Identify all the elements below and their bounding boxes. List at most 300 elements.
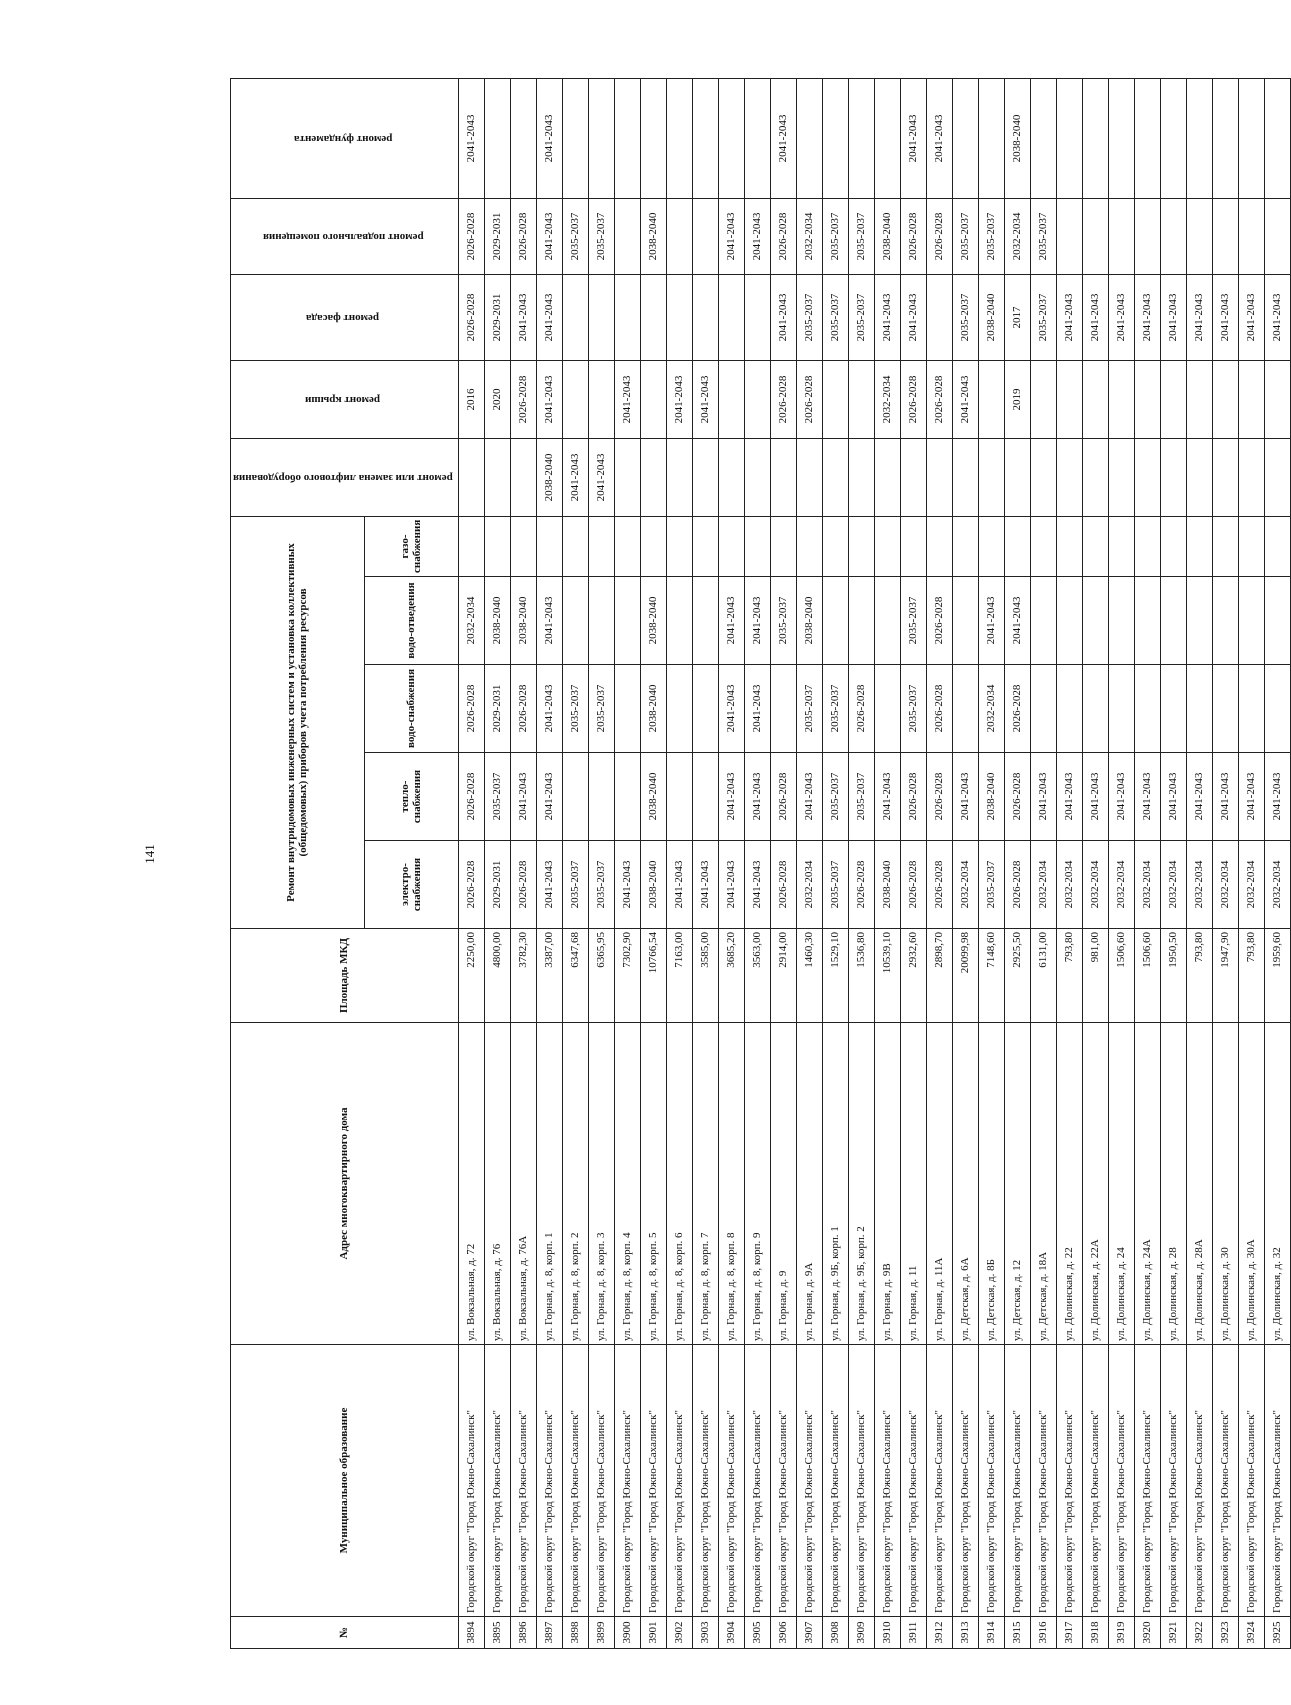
elevator-cell <box>718 438 744 516</box>
address-cell: ул. Горная, д. 8, корп. 5 <box>640 1023 666 1345</box>
water-disposal-cell <box>1134 577 1160 665</box>
table-row <box>900 78 926 1648</box>
header-heat: тепло-снабжения <box>364 753 458 841</box>
water-disposal-cell <box>1238 577 1264 665</box>
address-cell: ул. Горная, д. 9Б, корп. 2 <box>848 1023 874 1345</box>
municipality-cell: Городской округ "Город Южно-Сахалинск" <box>848 1345 874 1617</box>
electric-cell: 2026-2028 <box>848 841 874 929</box>
water-supply-cell: 2041-2043 <box>536 665 562 753</box>
water-disposal-cell: 2035-2037 <box>770 577 796 665</box>
area-cell: 1950,50 <box>1160 929 1186 1023</box>
table-row <box>1108 78 1134 1648</box>
elevator-cell <box>822 438 848 516</box>
area-cell: 1529,10 <box>822 929 848 1023</box>
address-cell: ул. Горная, д. 9А <box>796 1023 822 1345</box>
foundation-cell <box>1082 78 1108 198</box>
table-row <box>1056 78 1082 1648</box>
basement-cell: 2032-2034 <box>1004 198 1030 274</box>
elevator-cell <box>770 438 796 516</box>
electric-cell: 2035-2037 <box>562 841 588 929</box>
area-cell: 1506,60 <box>1108 929 1134 1023</box>
table-row <box>718 78 744 1648</box>
row-number: 3917 <box>1056 1617 1082 1649</box>
row-number: 3904 <box>718 1617 744 1649</box>
electric-cell: 2026-2028 <box>510 841 536 929</box>
basement-cell <box>1264 198 1290 274</box>
row-number: 3920 <box>1134 1617 1160 1649</box>
elevator-cell <box>874 438 900 516</box>
heat-cell: 2026-2028 <box>926 753 952 841</box>
area-cell: 10766,54 <box>640 929 666 1023</box>
water-disposal-cell: 2026-2028 <box>926 577 952 665</box>
electric-cell: 2032-2034 <box>1108 841 1134 929</box>
electric-cell: 2041-2043 <box>666 841 692 929</box>
elevator-cell <box>848 438 874 516</box>
water-supply-cell <box>614 665 640 753</box>
water-supply-cell <box>692 665 718 753</box>
electric-cell: 2026-2028 <box>770 841 796 929</box>
elevator-cell <box>666 438 692 516</box>
roof-cell <box>718 360 744 438</box>
electric-cell: 2029-2031 <box>484 841 510 929</box>
roof-cell: 2019 <box>1004 360 1030 438</box>
facade-cell <box>588 274 614 360</box>
row-number: 3925 <box>1264 1617 1290 1649</box>
table-row <box>1238 78 1264 1648</box>
water-supply-cell <box>1160 665 1186 753</box>
row-number: 3896 <box>510 1617 536 1649</box>
area-cell: 20099,98 <box>952 929 978 1023</box>
elevator-cell <box>1108 438 1134 516</box>
elevator-cell <box>510 438 536 516</box>
facade-cell: 2035-2037 <box>848 274 874 360</box>
electric-cell: 2041-2043 <box>744 841 770 929</box>
foundation-cell: 2041-2043 <box>458 78 484 198</box>
gas-cell <box>796 516 822 576</box>
municipality-cell: Городской округ "Город Южно-Сахалинск" <box>1082 1345 1108 1617</box>
heat-cell: 2038-2040 <box>978 753 1004 841</box>
area-cell: 3685,20 <box>718 929 744 1023</box>
foundation-cell <box>666 78 692 198</box>
municipality-cell: Городской округ "Город Южно-Сахалинск" <box>510 1345 536 1617</box>
area-cell: 3782,30 <box>510 929 536 1023</box>
municipality-cell: Городской округ "Город Южно-Сахалинск" <box>458 1345 484 1617</box>
roof-cell <box>1186 360 1212 438</box>
elevator-cell: 2038-2040 <box>536 438 562 516</box>
table-row <box>1160 78 1186 1648</box>
basement-cell: 2026-2028 <box>510 198 536 274</box>
basement-cell <box>1238 198 1264 274</box>
elevator-cell <box>926 438 952 516</box>
roof-cell <box>1108 360 1134 438</box>
facade-cell: 2041-2043 <box>1238 274 1264 360</box>
water-disposal-cell <box>692 577 718 665</box>
address-cell: ул. Долинская, д. 30 <box>1212 1023 1238 1345</box>
municipality-cell: Городской округ "Город Южно-Сахалинск" <box>1030 1345 1056 1617</box>
gas-cell <box>1186 516 1212 576</box>
municipality-cell: Городской округ "Город Южно-Сахалинск" <box>770 1345 796 1617</box>
header-roof-text: ремонт крыши <box>305 394 381 407</box>
water-disposal-cell <box>666 577 692 665</box>
municipality-cell: Городской округ "Город Южно-Сахалинск" <box>562 1345 588 1617</box>
municipality-cell: Городской округ "Город Южно-Сахалинск" <box>718 1345 744 1617</box>
foundation-cell <box>1056 78 1082 198</box>
foundation-cell <box>1030 78 1056 198</box>
address-cell: ул. Горная, д. 8, корп. 2 <box>562 1023 588 1345</box>
water-disposal-cell: 2041-2043 <box>978 577 1004 665</box>
electric-cell: 2032-2034 <box>1134 841 1160 929</box>
address-cell: ул. Горная, д. 8, корп. 8 <box>718 1023 744 1345</box>
facade-cell <box>614 274 640 360</box>
water-disposal-cell: 2038-2040 <box>640 577 666 665</box>
row-number: 3906 <box>770 1617 796 1649</box>
heat-cell <box>562 753 588 841</box>
foundation-cell <box>1134 78 1160 198</box>
area-cell: 7148,60 <box>978 929 1004 1023</box>
roof-cell: 2041-2043 <box>666 360 692 438</box>
foundation-cell: 2041-2043 <box>770 78 796 198</box>
electric-cell: 2032-2034 <box>1186 841 1212 929</box>
roof-cell <box>1264 360 1290 438</box>
table-row <box>1082 78 1108 1648</box>
foundation-cell: 2041-2043 <box>926 78 952 198</box>
municipality-cell: Городской округ "Город Южно-Сахалинск" <box>666 1345 692 1617</box>
foundation-cell <box>1160 78 1186 198</box>
water-supply-cell <box>1108 665 1134 753</box>
water-supply-cell: 2041-2043 <box>718 665 744 753</box>
table-row <box>536 78 562 1648</box>
water-disposal-cell <box>588 577 614 665</box>
roof-cell <box>562 360 588 438</box>
elevator-cell <box>1082 438 1108 516</box>
address-cell: ул. Вокзальная, д. 76 <box>484 1023 510 1345</box>
heat-cell: 2041-2043 <box>1186 753 1212 841</box>
basement-cell: 2035-2037 <box>952 198 978 274</box>
electric-cell: 2026-2028 <box>900 841 926 929</box>
gas-cell <box>952 516 978 576</box>
electric-cell: 2032-2034 <box>1030 841 1056 929</box>
table-row <box>822 78 848 1648</box>
heat-cell: 2041-2043 <box>1108 753 1134 841</box>
water-disposal-cell <box>952 577 978 665</box>
roof-cell: 2026-2028 <box>926 360 952 438</box>
header-basement <box>231 198 459 274</box>
municipality-cell: Городской округ "Город Южно-Сахалинск" <box>978 1345 1004 1617</box>
municipality-cell: Городской округ "Город Южно-Сахалинск" <box>1134 1345 1160 1617</box>
header-foundation-text: ремонт фундамента <box>293 133 393 146</box>
water-supply-cell <box>874 665 900 753</box>
basement-cell: 2026-2028 <box>458 198 484 274</box>
area-cell: 981,00 <box>1082 929 1108 1023</box>
row-number: 3913 <box>952 1617 978 1649</box>
table-row <box>952 78 978 1648</box>
gas-cell <box>562 516 588 576</box>
electric-cell: 2038-2040 <box>874 841 900 929</box>
basement-cell: 2026-2028 <box>900 198 926 274</box>
basement-cell: 2026-2028 <box>926 198 952 274</box>
gas-cell <box>770 516 796 576</box>
row-number: 3909 <box>848 1617 874 1649</box>
facade-cell: 2041-2043 <box>510 274 536 360</box>
heat-cell: 2041-2043 <box>1134 753 1160 841</box>
roof-cell <box>1238 360 1264 438</box>
row-number: 3918 <box>1082 1617 1108 1649</box>
table-row <box>1004 78 1030 1648</box>
elevator-cell: 2041-2043 <box>562 438 588 516</box>
address-cell: ул. Горная, д. 11А <box>926 1023 952 1345</box>
water-supply-cell <box>1082 665 1108 753</box>
facade-cell <box>640 274 666 360</box>
electric-cell: 2032-2034 <box>1160 841 1186 929</box>
roof-cell <box>978 360 1004 438</box>
table-row <box>978 78 1004 1648</box>
water-supply-cell <box>1186 665 1212 753</box>
roof-cell <box>1082 360 1108 438</box>
facade-cell: 2035-2037 <box>796 274 822 360</box>
electric-cell: 2041-2043 <box>692 841 718 929</box>
electric-cell: 2038-2040 <box>640 841 666 929</box>
municipality-cell: Городской округ "Город Южно-Сахалинск" <box>1056 1345 1082 1617</box>
heat-cell: 2041-2043 <box>1264 753 1290 841</box>
area-cell: 6365,95 <box>588 929 614 1023</box>
area-cell: 7163,00 <box>666 929 692 1023</box>
gas-cell <box>1004 516 1030 576</box>
water-disposal-cell: 2038-2040 <box>796 577 822 665</box>
area-cell: 1947,90 <box>1212 929 1238 1023</box>
elevator-cell <box>744 438 770 516</box>
table-row <box>926 78 952 1648</box>
municipality-cell: Городской округ "Город Южно-Сахалинск" <box>484 1345 510 1617</box>
municipality-cell: Городской округ "Город Южно-Сахалинск" <box>1004 1345 1030 1617</box>
header-municipality: Муниципальное образование <box>231 1345 459 1617</box>
facade-cell <box>562 274 588 360</box>
address-cell: ул. Детская, д. 18А <box>1030 1023 1056 1345</box>
elevator-cell <box>978 438 1004 516</box>
basement-cell <box>666 198 692 274</box>
gas-cell <box>926 516 952 576</box>
address-cell: ул. Горная, д. 8, корп. 3 <box>588 1023 614 1345</box>
roof-cell: 2041-2043 <box>952 360 978 438</box>
gas-cell <box>640 516 666 576</box>
facade-cell <box>718 274 744 360</box>
foundation-cell <box>1186 78 1212 198</box>
heat-cell: 2041-2043 <box>1030 753 1056 841</box>
foundation-cell <box>614 78 640 198</box>
area-cell: 2898,70 <box>926 929 952 1023</box>
heat-cell: 2041-2043 <box>1082 753 1108 841</box>
basement-cell: 2038-2040 <box>640 198 666 274</box>
elevator-cell <box>484 438 510 516</box>
gas-cell <box>692 516 718 576</box>
address-cell: ул. Горная, д. 11 <box>900 1023 926 1345</box>
water-disposal-cell <box>1082 577 1108 665</box>
row-number: 3902 <box>666 1617 692 1649</box>
facade-cell <box>744 274 770 360</box>
roof-cell: 2041-2043 <box>614 360 640 438</box>
gas-cell <box>1212 516 1238 576</box>
address-cell: ул. Долинская, д. 30А <box>1238 1023 1264 1345</box>
row-number: 3894 <box>458 1617 484 1649</box>
area-cell: 793,80 <box>1238 929 1264 1023</box>
foundation-cell <box>640 78 666 198</box>
roof-cell: 2026-2028 <box>900 360 926 438</box>
electric-cell: 2032-2034 <box>1238 841 1264 929</box>
rotated-table-container <box>230 81 1283 1649</box>
foundation-cell <box>1238 78 1264 198</box>
address-cell: ул. Горная, д. 8, корп. 9 <box>744 1023 770 1345</box>
heat-cell: 2026-2028 <box>458 753 484 841</box>
basement-cell <box>1082 198 1108 274</box>
area-cell: 1959,60 <box>1264 929 1290 1023</box>
header-water-disposal: водо-отведения <box>364 577 458 665</box>
row-number: 3916 <box>1030 1617 1056 1649</box>
electric-cell: 2032-2034 <box>1264 841 1290 929</box>
facade-cell <box>926 274 952 360</box>
foundation-cell <box>796 78 822 198</box>
water-disposal-cell: 2032-2034 <box>458 577 484 665</box>
electric-cell: 2026-2028 <box>1004 841 1030 929</box>
electric-cell: 2041-2043 <box>614 841 640 929</box>
water-disposal-cell: 2041-2043 <box>744 577 770 665</box>
foundation-cell <box>874 78 900 198</box>
table-row <box>640 78 666 1648</box>
water-supply-cell: 2026-2028 <box>458 665 484 753</box>
facade-cell: 2041-2043 <box>770 274 796 360</box>
gas-cell <box>874 516 900 576</box>
foundation-cell <box>692 78 718 198</box>
facade-cell: 2038-2040 <box>978 274 1004 360</box>
header-facade-text: ремонт фасада <box>306 312 380 325</box>
address-cell: ул. Долинская, д. 24 <box>1108 1023 1134 1345</box>
basement-cell <box>1056 198 1082 274</box>
gas-cell <box>978 516 1004 576</box>
area-cell: 7302,90 <box>614 929 640 1023</box>
table-row <box>796 78 822 1648</box>
foundation-cell: 2041-2043 <box>536 78 562 198</box>
basement-cell: 2035-2037 <box>1030 198 1056 274</box>
foundation-cell <box>952 78 978 198</box>
water-supply-cell: 2026-2028 <box>510 665 536 753</box>
water-disposal-cell: 2038-2040 <box>510 577 536 665</box>
table-row <box>458 78 484 1648</box>
municipality-cell: Городской округ "Город Южно-Сахалинск" <box>900 1345 926 1617</box>
water-supply-cell: 2035-2037 <box>900 665 926 753</box>
water-supply-cell <box>952 665 978 753</box>
gas-cell <box>510 516 536 576</box>
basement-cell: 2041-2043 <box>718 198 744 274</box>
gas-cell <box>484 516 510 576</box>
foundation-cell: 2041-2043 <box>900 78 926 198</box>
heat-cell: 2041-2043 <box>510 753 536 841</box>
water-supply-cell: 2035-2037 <box>588 665 614 753</box>
table-row <box>562 78 588 1648</box>
gas-cell <box>1134 516 1160 576</box>
area-cell: 3563,00 <box>744 929 770 1023</box>
address-cell: ул. Вокзальная, д. 72 <box>458 1023 484 1345</box>
row-number: 3898 <box>562 1617 588 1649</box>
gas-cell <box>848 516 874 576</box>
area-cell: 3585,00 <box>692 929 718 1023</box>
header-roof <box>231 360 459 438</box>
table-row <box>666 78 692 1648</box>
roof-cell <box>1030 360 1056 438</box>
header-basement-text: ремонт подвального помещения <box>262 231 424 244</box>
basement-cell: 2032-2034 <box>796 198 822 274</box>
address-cell: ул. Горная, д. 8, корп. 6 <box>666 1023 692 1345</box>
water-supply-cell: 2038-2040 <box>640 665 666 753</box>
electric-cell: 2035-2037 <box>978 841 1004 929</box>
basement-cell: 2029-2031 <box>484 198 510 274</box>
electric-cell: 2032-2034 <box>1056 841 1082 929</box>
water-disposal-cell <box>614 577 640 665</box>
roof-cell: 2020 <box>484 360 510 438</box>
elevator-cell <box>1056 438 1082 516</box>
row-number: 3919 <box>1108 1617 1134 1649</box>
electric-cell: 2041-2043 <box>536 841 562 929</box>
address-cell: ул. Долинская, д. 32 <box>1264 1023 1290 1345</box>
roof-cell <box>744 360 770 438</box>
roof-cell <box>1160 360 1186 438</box>
municipality-cell: Городской округ "Город Южно-Сахалинск" <box>640 1345 666 1617</box>
row-number: 3924 <box>1238 1617 1264 1649</box>
municipality-cell: Городской округ "Город Южно-Сахалинск" <box>874 1345 900 1617</box>
water-disposal-cell: 2035-2037 <box>900 577 926 665</box>
row-number: 3900 <box>614 1617 640 1649</box>
elevator-cell <box>796 438 822 516</box>
basement-cell: 2035-2037 <box>588 198 614 274</box>
roof-cell: 2032-2034 <box>874 360 900 438</box>
elevator-cell <box>1186 438 1212 516</box>
gas-cell <box>718 516 744 576</box>
municipality-cell: Городской округ "Город Южно-Сахалинск" <box>692 1345 718 1617</box>
heat-cell: 2041-2043 <box>796 753 822 841</box>
row-number: 3901 <box>640 1617 666 1649</box>
facade-cell: 2035-2037 <box>1030 274 1056 360</box>
facade-cell: 2035-2037 <box>822 274 848 360</box>
municipality-cell: Городской округ "Город Южно-Сахалинск" <box>588 1345 614 1617</box>
area-cell: 6347,68 <box>562 929 588 1023</box>
heat-cell: 2041-2043 <box>952 753 978 841</box>
table-row <box>744 78 770 1648</box>
facade-cell <box>666 274 692 360</box>
roof-cell <box>640 360 666 438</box>
basement-cell <box>1108 198 1134 274</box>
water-disposal-cell: 2041-2043 <box>1004 577 1030 665</box>
gas-cell <box>536 516 562 576</box>
water-disposal-cell: 2038-2040 <box>484 577 510 665</box>
municipality-cell: Городской округ "Город Южно-Сахалинск" <box>1238 1345 1264 1617</box>
address-cell: ул. Горная, д. 8, корп. 1 <box>536 1023 562 1345</box>
water-supply-cell: 2035-2037 <box>822 665 848 753</box>
facade-cell: 2017 <box>1004 274 1030 360</box>
municipality-cell: Городской округ "Город Южно-Сахалинск" <box>926 1345 952 1617</box>
municipality-cell: Городской округ "Город Южно-Сахалинск" <box>614 1345 640 1617</box>
electric-cell: 2032-2034 <box>952 841 978 929</box>
address-cell: ул. Детская, д. 8Б <box>978 1023 1004 1345</box>
heat-cell: 2041-2043 <box>1238 753 1264 841</box>
area-cell: 2914,00 <box>770 929 796 1023</box>
foundation-cell <box>744 78 770 198</box>
facade-cell: 2041-2043 <box>1056 274 1082 360</box>
area-cell: 793,80 <box>1056 929 1082 1023</box>
address-cell: ул. Горная, д. 8, корп. 4 <box>614 1023 640 1345</box>
roof-cell: 2026-2028 <box>510 360 536 438</box>
electric-cell: 2032-2034 <box>1082 841 1108 929</box>
row-number: 3899 <box>588 1617 614 1649</box>
elevator-cell <box>1004 438 1030 516</box>
elevator-cell <box>692 438 718 516</box>
gas-cell <box>1056 516 1082 576</box>
